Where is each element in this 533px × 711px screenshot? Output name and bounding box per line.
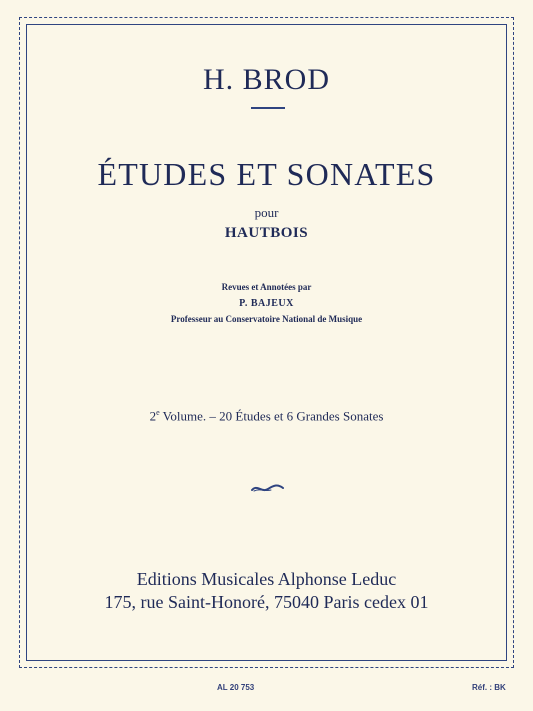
- editor-name: P. BAJEUX: [239, 298, 294, 309]
- volume-description: Volume. – 20 Études et 6 Grandes Sonates: [159, 408, 384, 424]
- catalog-number: AL 20 753: [217, 683, 255, 692]
- revised-by-label: Revues et Annotées par: [221, 282, 312, 292]
- publisher-name: Editions Musicales Alphonse Leduc: [136, 569, 397, 589]
- work-title: ÉTUDES ET SONATES: [97, 156, 436, 192]
- for-label: pour: [254, 205, 279, 220]
- instrument-name: HAUTBOIS: [224, 225, 309, 241]
- composer-name: H. BROD: [202, 63, 330, 96]
- inner-border: [26, 24, 507, 661]
- title-divider: [251, 107, 285, 109]
- editor-title: Professeur au Conservatoire National de Musique: [170, 314, 363, 324]
- reference-code: Réf. : BK: [472, 683, 506, 692]
- flourish-icon: [250, 482, 286, 494]
- volume-number: 2: [149, 408, 157, 424]
- publisher-address: 175, rue Saint-Honoré, 75040 Paris cedex 01: [104, 592, 429, 612]
- volume-ordinal-suffix: e: [156, 408, 160, 417]
- volume-line: [0, 408, 533, 424]
